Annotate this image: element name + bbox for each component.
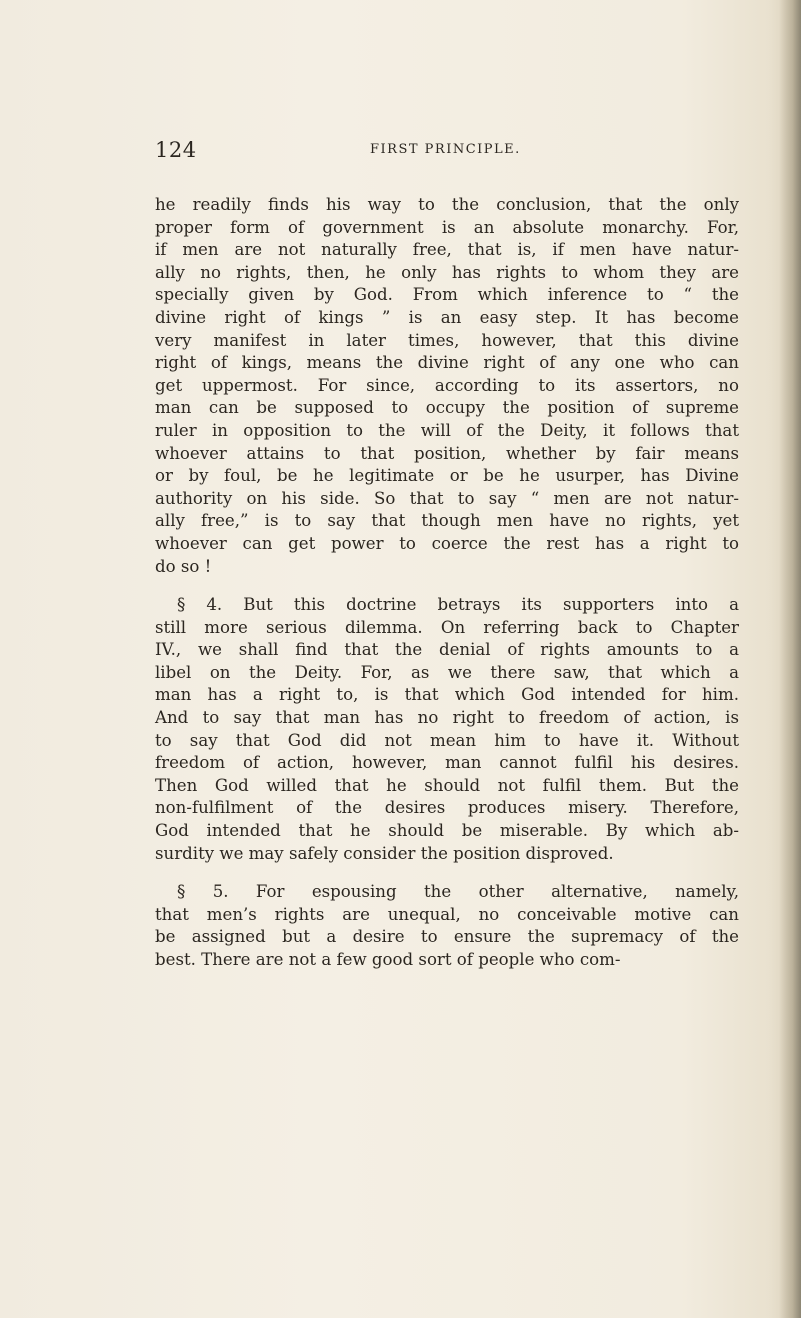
text-line: very manifest in later times, however, that this divine [155,330,739,350]
text-line: do so ! [155,556,212,576]
running-head: FIRST PRINCIPLE. [370,142,521,157]
text-line: surdity we may safely consider the position disproved. [155,843,614,863]
text-line: freedom of action, however, man cannot fulfil his desires. [155,753,739,773]
text-line: to say that God did not mean him to have it. Without [155,730,739,750]
text-line: get uppermost. For since, according to its assertors, no [155,375,739,395]
page-number: 124 [155,138,197,162]
text-line: God intended that he should be miserable. By which ab- [155,821,739,841]
text-line: proper form of government is an absolute monarchy. For, [155,217,739,237]
text-line: authority on his side. So that to say “ men are not natur- [155,488,739,508]
page-header [155,138,655,166]
body-text [155,194,739,972]
page-edge-shadow [779,0,801,1318]
text-line: or by foul, be he legitimate or be he usurper, has Divine [155,466,739,486]
text-line: right of kings, means the divine right of any one who can [155,353,739,373]
text-line: best. There are not a few good sort of people who com- [155,950,621,969]
text-line: § 4. But this doctrine betrays its supporters into a [177,595,739,615]
text-line: specially given by God. From which inference to “ the [155,285,739,305]
text-line: whoever can get power to coerce the rest has a right to [155,533,739,553]
text-line: libel on the Deity. For, as we there saw, that which a [155,662,739,682]
paragraph [155,881,739,971]
text-line: whoever attains to that position, whether by fair means [155,443,739,463]
text-line: ally no rights, then, he only has rights to whom they are [155,262,739,282]
text-line: ruler in opposition to the will of the Deity, it follows that [155,420,739,440]
text-line: And to say that man has no right to freedom of action, is [155,708,739,728]
text-line: § 5. For espousing the other alternative, namely, [177,882,739,902]
text-line: he readily finds his way to the conclusion, that the only [155,195,739,214]
paragraph-gap [155,578,739,594]
text-line: if men are not naturally free, that is, if men have natur- [155,240,739,260]
text-line: man has a right to, is that which God intended for him. [155,685,739,705]
text-line: non-fulfilment of the desires produces misery. Therefore, [155,798,739,818]
text-line: IV., we shall find that the denial of rights amounts to a [155,640,739,660]
text-line: still more serious dilemma. On referring back to Chapter [155,617,739,637]
text-line: man can be supposed to occupy the position of supreme [155,398,739,418]
paragraph [155,194,739,578]
text-line: Then God willed that he should not fulfil them. But the [155,775,739,795]
text-line: ally free,” is to say that though men have no rights, yet [155,511,739,531]
paragraph [155,594,739,865]
text-line: that men’s rights are unequal, no conceivable motive can [155,904,739,924]
paragraph-gap [155,865,739,881]
text-line: be assigned but a desire to ensure the supremacy of the [155,927,739,947]
text-line: divine right of kings ” is an easy step. It has become [155,307,739,327]
